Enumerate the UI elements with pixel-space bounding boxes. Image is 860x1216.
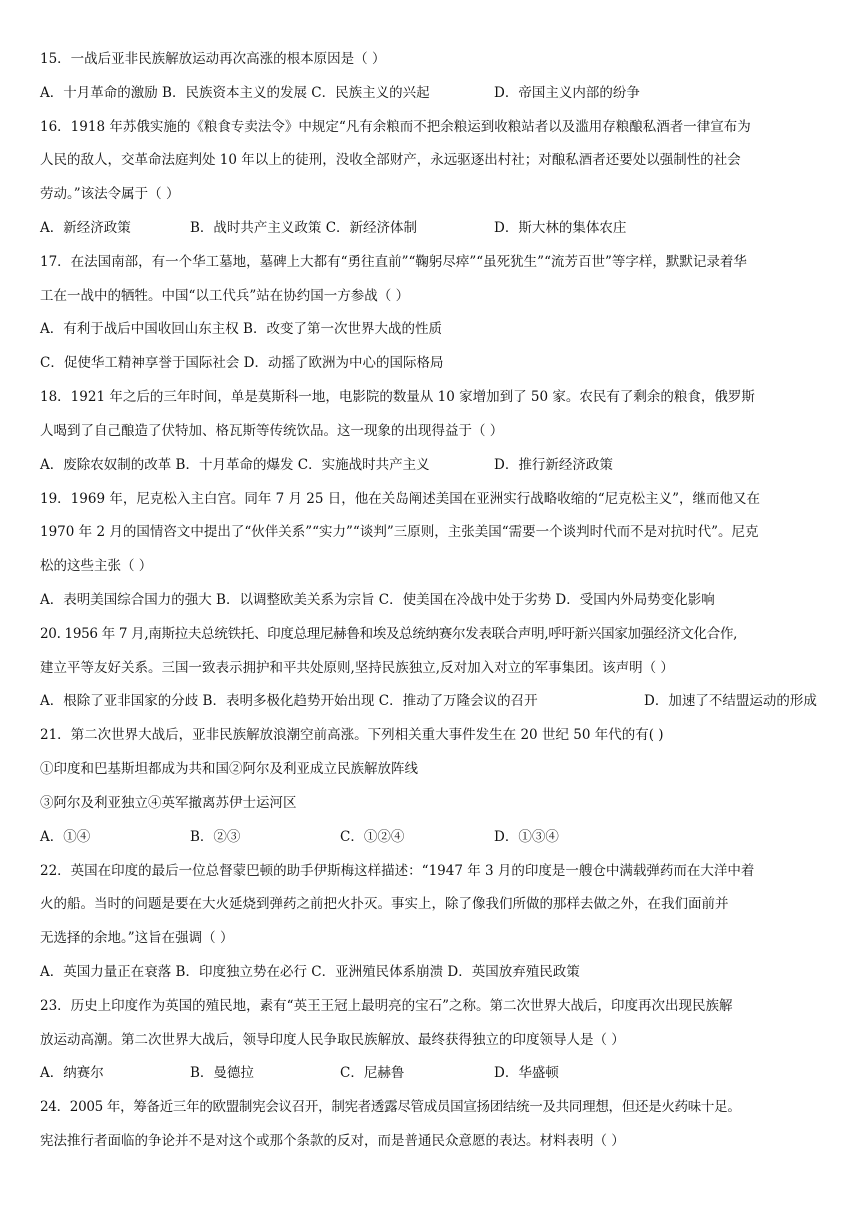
question-17-stem-line-1: 17．在法国南部，有一个华工墓地，墓碑上大都有“勇往直前”“鞠躬尽瘁”“虽死犹生”“流芳百世”等字样，默默记录着华 [40,254,747,270]
question-23-option-a: A．纳赛尔 [40,1065,104,1081]
question-20-options [40,692,817,710]
question-21-option-c: C．①②④ [340,829,405,845]
question-22-options: A．英国力量正在衰落 B．印度独立势在必行 C．亚洲殖民体系崩溃 D．英国放弃殖民政策 [40,964,580,980]
question-16-stem-line-3: 劳动。”该法令属于（ ） [40,186,180,202]
question-22-stem-line-2: 火的船。当时的问题是要在大火延烧到弹药之前把火扑灭。事实上，除了像我们所做的那样去做之外，在我们面前并 [40,896,729,912]
question-20-stem-line-2: 建立平等友好关系。三国一致表示拥护和平共处原则,坚持民族独立,反对加入对立的军事集团。该声明（ ） [40,660,674,676]
question-23-option-c: C．尼赫鲁 [340,1065,405,1081]
question-19-stem-line-1: 19．1969 年，尼克松入主白宫。同年 7 月 25 日，他在关岛阐述美国在亚洲实行战略收缩的“尼克松主义”，继而他又在 [40,491,761,507]
question-23-option-b: B．曼德拉 [190,1065,254,1081]
question-16-stem-line-1: 16．1918 年苏俄实施的《粮食专卖法令》中规定“凡有余粮而不把余粮运到收粮站者以及滥用存粮酿私酒者一律宣布为 [40,119,751,135]
question-19-stem-line-2: 1970 年 2 月的国情咨文中提出了“伙伴关系”“实力”“谈判”三原则，主张美国“需要一个谈判时代而不是对抗时代”。尼克 [40,524,759,540]
question-16-option-a: A．新经济政策 [40,220,131,236]
question-21-option-d: D．①③④ [494,829,559,845]
question-21-option-a: A．①④ [40,829,91,845]
question-21-choice-line-1: ①印度和巴基斯坦都成为共和国②阿尔及利亚成立民族解放阵线 [40,761,418,777]
question-18-stem-line-2: 人喝到了自己酿造了伏特加、格瓦斯等传统饮品。这一现象的出现得益于（ ） [40,423,504,439]
question-23-option-d: D．华盛顿 [494,1065,559,1081]
question-18-option-d: D．推行新经济政策 [494,457,613,473]
question-20-stem-line-1: 20. 1956 年 7 月,南斯拉夫总统铁托、印度总理尼赫鲁和埃及总统纳赛尔发表联合声明,呼吁新兴国家加强经济文化合作, [40,626,738,642]
question-22-stem-line-3: 无选择的余地。”这旨在强调（ ） [40,930,234,946]
question-23-stem-line-1: 23．历史上印度作为英国的殖民地，素有“英王王冠上最明亮的宝石”之称。第二次世界大战后，印度再次出现民族解 [40,998,733,1014]
question-16-options [40,219,627,237]
question-15-option-abc: A．十月革命的激励 B．民族资本主义的发展 C．民族主义的兴起 [40,85,430,101]
question-15-options [40,84,640,102]
question-18-stem-line-1: 18．1921 年之后的三年时间，单是莫斯科一地，电影院的数量从 10 家增加到了 50 家。农民有了剩余的粮食，俄罗斯 [40,389,755,405]
question-20-option-d: D．加速了不结盟运动的形成 [644,693,817,709]
question-21-options [40,828,559,846]
question-17-stem-line-2: 工在一战中的牺牲。中国“以工代兵”站在协约国一方参战（ ） [40,288,410,304]
question-18-options [40,456,613,474]
question-24-stem-line-2: 宪法推行者面临的争论并不是对这个或那个条款的反对，而是普通民众意愿的表达。材料表明（ ） [40,1133,625,1149]
question-23-options [40,1064,559,1082]
question-23-stem-line-2: 放运动高潮。第二次世界大战后，领导印度人民争取民族解放、最终获得独立的印度领导人是（ ） [40,1032,625,1048]
question-18-option-abc: A．废除农奴制的改革 B．十月革命的爆发 C．实施战时共产主义 [40,457,430,473]
question-22-stem-line-1: 22．英国在印度的最后一位总督蒙巴顿的助手伊斯梅这样描述：“1947 年 3 月的印度是一艘仓中满载弹药而在大洋中着 [40,863,755,879]
question-19-options: A．表明美国综合国力的强大 B．以调整欧美关系为宗旨 C．使美国在冷战中处于劣势 D．受国内外局势变化影响 [40,592,715,608]
question-15-stem: 15．一战后亚非民族解放运动再次高涨的根本原因是（ ） [40,51,386,67]
question-20-option-abc: A．根除了亚非国家的分歧 B．表明多极化趋势开始出现 C．推动了万隆会议的召开 [40,693,538,709]
question-17-options-line-2: C．促使华工精神享誉于国际社会 D．动摇了欧洲为中心的国际格局 [40,355,444,371]
question-21-option-b: B．②③ [190,829,241,845]
question-16-stem-line-2: 人民的敌人，交革命法庭判处 10 年以上的徒刑，没收全部财产，永远驱逐出村社；对酿私酒者还要处以强制性的社会 [40,152,741,168]
question-16-option-d: D．斯大林的集体农庄 [494,220,627,236]
question-21-stem-line-1: 21．第二次世界大战后，亚非民族解放浪潮空前高涨。下列相关重大事件发生在 20 世纪 50 年代的有( ) [40,727,664,743]
question-16-option-bc: B．战时共产主义政策 C．新经济体制 [190,220,418,236]
question-24-stem-line-1: 24．2005 年，筹备近三年的欧盟制宪会议召开，制宪者透露尽管成员国宣扬团结统一及共同理想，但还是火药味十足。 [40,1099,741,1115]
question-15-option-d: D．帝国主义内部的纷争 [494,85,640,101]
question-21-choice-line-2: ③阿尔及利亚独立④英军撤离苏伊士运河区 [40,795,297,811]
question-19-stem-line-3: 松的这些主张（ ） [40,558,153,574]
question-17-options-line-1: A．有利于战后中国收回山东主权 B．改变了第一次世界大战的性质 [40,321,442,337]
